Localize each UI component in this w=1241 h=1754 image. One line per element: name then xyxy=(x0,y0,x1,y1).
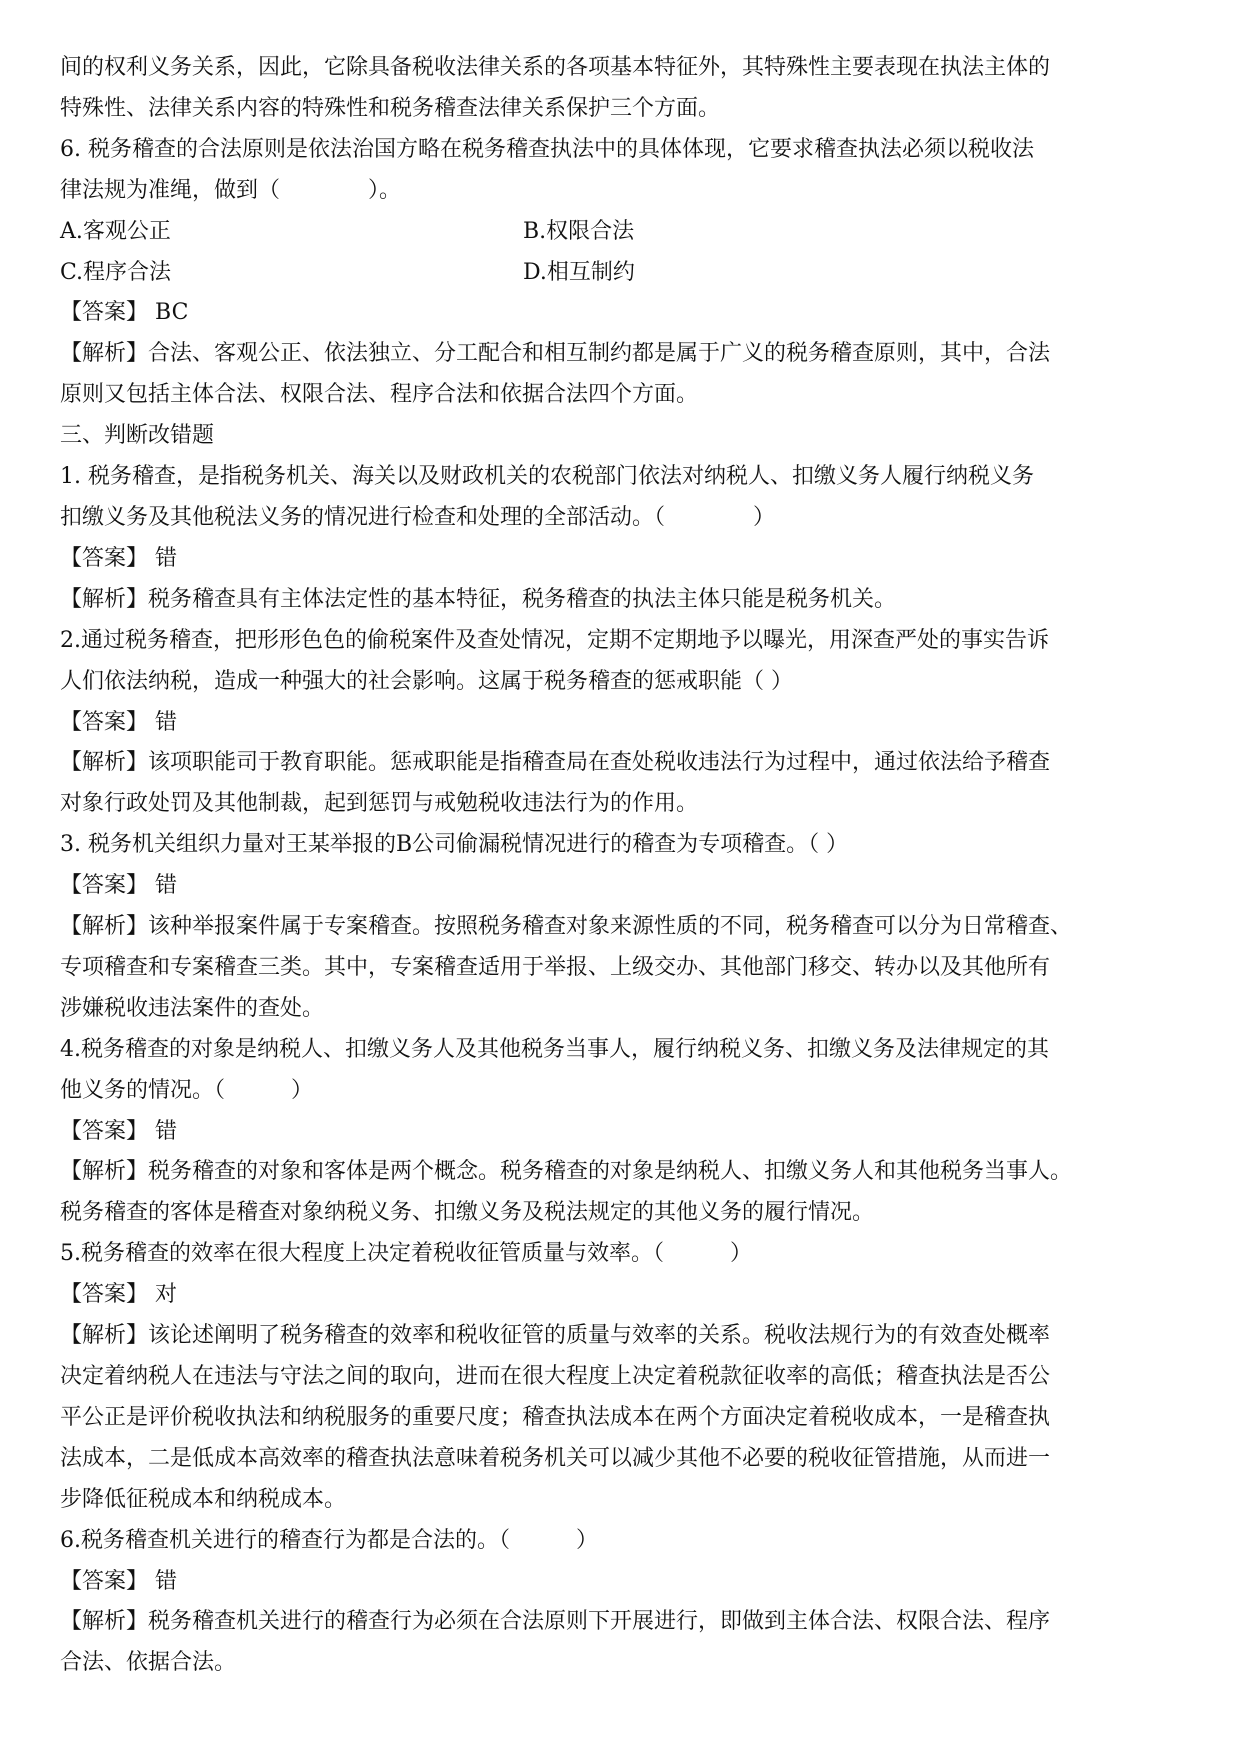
text-line: 4.税务稽查的对象是纳税人、扣缴义务人及其他税务当事人，履行纳税义务、扣缴义务及法律规定的其 xyxy=(60,1036,1049,1062)
text-line: 【解析】税务稽查的对象和客体是两个概念。税务稽查的对象是纳税人、扣缴义务人和其他税务当事人。 xyxy=(60,1159,1073,1185)
option-text: B.权限合法 xyxy=(523,218,635,244)
text-line: 【解析】税务稽查机关进行的稽查行为必须在合法原则下开展进行，即做到主体合法、权限合法、程序 xyxy=(60,1609,1051,1635)
text-line: 涉嫌税收违法案件的查处。 xyxy=(60,995,325,1021)
text-line: 法成本，二是低成本高效率的稽查执法意味着税务机关可以减少其他不必要的税收征管措施，从而进一 xyxy=(60,1445,1051,1471)
text-line: 5.税务稽查的效率在很大程度上决定着税收征管质量与效率。（ ） xyxy=(60,1241,752,1267)
text-line: 对象行政处罚及其他制裁，起到惩罚与戒勉税收违法行为的作用。 xyxy=(60,791,699,817)
text-line: 步降低征税成本和纳税成本。 xyxy=(60,1486,347,1512)
text-line: 平公正是评价税收执法和纳税服务的重要尺度；稽查执法成本在两个方面决定着税收成本，一是稽查执 xyxy=(60,1404,1051,1430)
text-line: 专项稽查和专案稽查三类。其中，专案稽查适用于举报、上级交办、其他部门移交、转办以及其他所有 xyxy=(60,954,1051,980)
text-line: 他义务的情况。（ ） xyxy=(60,1077,314,1103)
text-line: 【解析】合法、客观公正、依法独立、分工配合和相互制约都是属于广义的税务稽查原则，其中，合法 xyxy=(60,341,1051,367)
text-line: 原则又包括主体合法、权限合法、程序合法和依据合法四个方面。 xyxy=(60,382,699,408)
text-line: 【答案】 错 xyxy=(60,709,177,735)
text-line: 【答案】 错 xyxy=(60,873,177,899)
text-line: 【解析】该种举报案件属于专案稽查。按照税务稽查对象来源性质的不同，税务稽查可以分为日常稽查、 xyxy=(60,914,1073,940)
text-line: 3. 税务机关组织力量对王某举报的B公司偷漏税情况进行的稽查为专项稽查。（ ） xyxy=(60,832,849,858)
text-line: 税务稽查的客体是稽查对象纳税义务、扣缴义务及税法规定的其他义务的履行情况。 xyxy=(60,1200,875,1226)
text-line: 人们依法纳税，造成一种强大的社会影响。这属于税务稽查的惩戒职能（ ） xyxy=(60,668,793,694)
text-line: 三、判断改错题 xyxy=(60,423,215,449)
text-line: 律法规为准绳，做到（ ）。 xyxy=(60,177,402,203)
option-text: C.程序合法 xyxy=(60,259,172,285)
text-line: 合法、依据合法。 xyxy=(60,1650,237,1676)
text-line: 【答案】 错 xyxy=(60,1568,177,1594)
text-line: 6. 税务稽查的合法原则是依法治国方略在税务稽查执法中的具体体现，它要求稽查执法必须以税收法 xyxy=(60,136,1034,162)
text-line: 特殊性、法律关系内容的特殊性和税务稽查法律关系保护三个方面。 xyxy=(60,95,721,121)
text-line: 2.通过税务稽查，把形形色色的偷税案件及查处情况，定期不定期地予以曝光，用深查严处的事实告诉 xyxy=(60,627,1049,653)
option-row xyxy=(60,212,1190,253)
option-row xyxy=(60,253,1190,294)
document-page xyxy=(60,48,1190,1684)
text-line: 【答案】 BC xyxy=(60,300,189,326)
option-text: D.相互制约 xyxy=(523,259,635,285)
option-text: A.客观公正 xyxy=(60,218,171,244)
text-line: 【答案】 对 xyxy=(60,1282,177,1308)
text-line: 间的权利义务关系，因此，它除具备税收法律关系的各项基本特征外，其特殊性主要表现在执法主体的 xyxy=(60,55,1051,80)
text-line: 【解析】税务稽查具有主体法定性的基本特征，税务稽查的执法主体只能是税务机关。 xyxy=(60,586,897,612)
text-line: 决定着纳税人在违法与守法之间的取向，进而在很大程度上决定着税款征收率的高低；稽查执法是否公 xyxy=(60,1364,1051,1389)
text-line: 【答案】 错 xyxy=(60,545,177,571)
text-line: 【答案】 错 xyxy=(60,1118,177,1144)
text-line: 【解析】该论述阐明了税务稽查的效率和税收征管的质量与效率的关系。税收法规行为的有效查处概率 xyxy=(60,1323,1051,1349)
text-line: 6.税务稽查机关进行的稽查行为都是合法的。（ ） xyxy=(60,1527,598,1553)
text-line: 【解析】该项职能司于教育职能。惩戒职能是指稽查局在查处税收违法行为过程中，通过依法给予稽查 xyxy=(60,750,1051,776)
text-line: 1. 税务稽查，是指税务机关、海关以及财政机关的农税部门依法对纳税人、扣缴义务人履行纳税义务 xyxy=(60,464,1034,490)
text-line: 扣缴义务及其他税法义务的情况进行检查和处理的全部活动。（ ） xyxy=(60,504,776,530)
